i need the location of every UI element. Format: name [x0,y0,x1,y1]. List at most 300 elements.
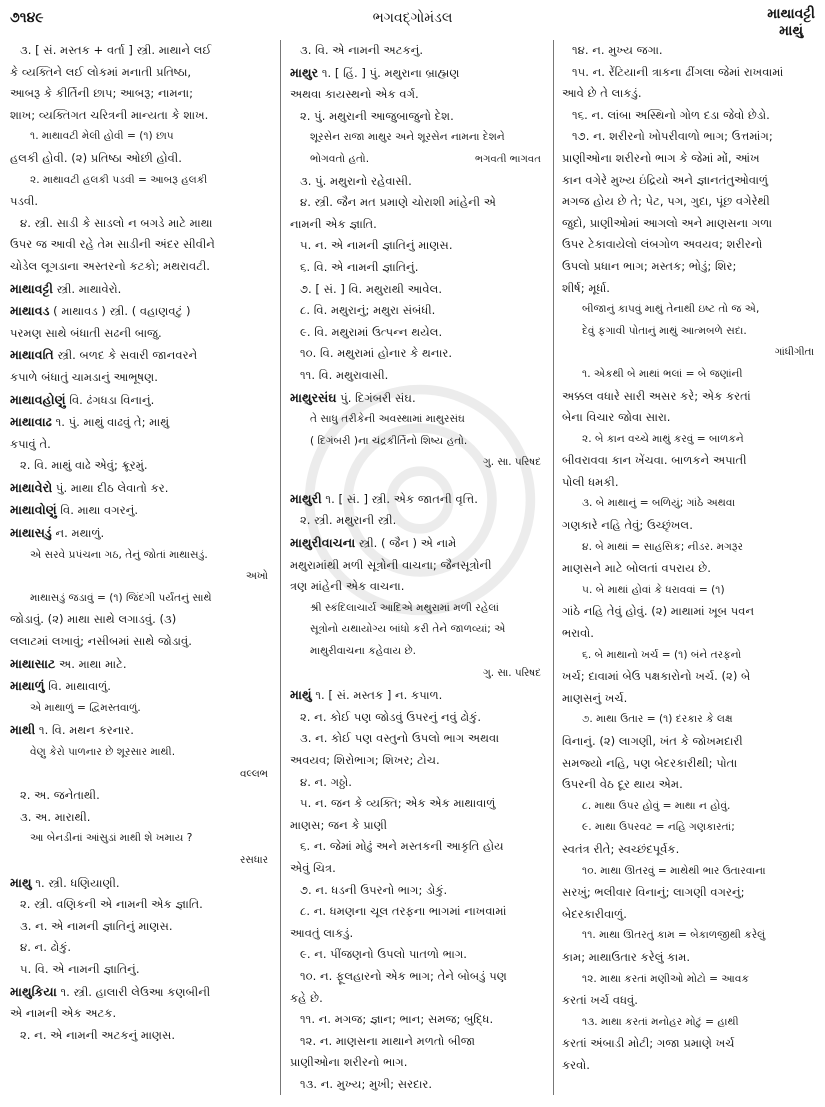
headword: માથાવેરો [10,479,53,495]
line-text: ૪. ન. ઢોકું. [20,940,72,955]
line-text: કામ; માથાઉતાર કરેલું કામ. [562,949,691,964]
definition-line [290,836,545,858]
line-text: આબરૂ કે કીર્તિની છાપ; આબરૂ; નામના; [10,86,194,101]
quote-or-idiom-line [290,409,545,431]
line-text: ૯. વિ. મથુરામાં ઉત્પન્ન થયેલ. [300,324,443,339]
quote-or-idiom-line [562,299,818,321]
definition-line [562,839,818,861]
line-text: ૩. ન. કોઈ પણ વસ્તુનો ઉપલો ભાગ અથવા [300,731,500,746]
definition-line [290,923,545,945]
line-text: બેદરકારીવાળું. [562,906,627,921]
definition-line [290,510,545,532]
definition-line [10,323,272,345]
line-text: અખો [245,570,268,583]
definition-line [290,555,545,577]
line-text: ૩. ન. એ નામની જ્ઞાતિનું માણસ. [20,918,173,933]
line-text: ૨. વિ. માથું વાઢે એવું; ક્રૂરમું. [20,458,148,473]
line-text: ૨. બે કાન વચ્ચે માથું કરવું = બાળકને [582,432,744,445]
line-text: ૮. માથા ઉપર હોવું = માથા ન હોવું. [582,799,731,812]
definition-line [10,234,272,256]
line-text: ઉપરની વેઠ દૂર થાય એમ. [562,777,683,792]
line-text: ખર્ચ; દાવામાં બેઉ પક્ષકારોનો ખર્ચ. (૨) બે [562,669,751,684]
definition-line [562,126,818,148]
definition-line [10,83,272,105]
definition-line [10,959,272,981]
definition-line [290,858,545,880]
quote-or-idiom-line [562,580,818,602]
entry-line [10,719,272,742]
definition-line [290,707,545,729]
line-text: ૭. ન. ધડની ઉપરનો ભાગ; ડોકું. [300,882,448,897]
definition-line [562,947,818,969]
definition-line [290,257,545,279]
line-text: એ સરવે પ્રપંચના ગઠ, તેનું જોતાં માથાસડું. [30,548,208,561]
line-text: કપાવું તે. [10,436,51,451]
line-text: આવતું લાકડું. [290,925,354,940]
headword: માથુર [290,64,319,80]
definition-line [290,40,545,62]
entry-line [290,684,545,707]
quote-or-idiom-line [290,127,545,149]
definition-line [290,214,545,236]
line-text: બીજાનું કાપવું માથું તેનાથી ઇષ્ટ તો જ એ, [582,303,760,316]
entry-line [10,300,272,323]
guide-words [767,6,815,40]
line-text: ૩. બે માથાનું = બળિયું; ગાંઠે અથવા [582,497,736,510]
line-text: શાખ; વ્યક્તિગત ચરિત્રની માન્યતા કે શાખ. [10,107,209,122]
entry-line [10,653,272,676]
guide-word-last: માથું [779,23,804,39]
definition-line [10,40,272,62]
quote-or-idiom-line [10,126,272,148]
definition-line [290,300,545,322]
line-text: ઉપર ટેકાવાયેલો લંબગોળ અવયવ; શરીરનો [562,237,763,252]
line-text: આવે છે તે લાકડું. [562,86,642,101]
entry-line [290,387,545,410]
headword: માથી [10,722,36,738]
definition-line [290,750,545,772]
line-text: ૧૦. વિ. મથુરામાં હોનાર કે થનાર. [300,346,453,361]
line-text: ગાંઠે નહિ તેવું હોવું. (૨) માથામાં ખૂબ પવન [562,604,755,619]
line-text: ચોડેલ લૂગડાના અસ્તરનો કટકો; મથરાવટી. [10,258,210,273]
line-text: ૪. બે માથાં = સાહસિક; નીડર. મગરૂર [582,540,743,553]
column-3 [562,40,818,1077]
line-text: ૩. વિ. એ નામની અટકનું. [300,43,424,57]
line-text: પડવી. [10,194,39,209]
line-text: ૪. સ્ત્રી. જૈન મત પ્રમાણે ચોરાશી માંહેની એ [300,195,496,210]
definition-line [290,84,545,106]
headword: માથુરીવાચના [290,535,356,551]
column-divider [280,40,281,1095]
line-text: ૪. સ્ત્રી. સાડી કે સાડલો ન બગડે માટે માથા [20,215,213,230]
definition-line [290,728,545,750]
line-text: ઉપર જ આવી રહે તેમ સાડીની અંદર સીવીને [10,237,215,252]
definition-line [290,343,545,365]
definition-line [10,62,272,84]
definition-line [290,772,545,794]
definition-line [10,105,272,127]
definition-line [562,731,818,753]
line-text: વિ. ઢંગધડા વિનાનું. [65,392,155,407]
definition-line [562,666,818,688]
line-text: માથુરીવાચના કહેવાય છે. [310,645,417,658]
definition-line [10,191,272,213]
line-text: ભોગવતો હતો. [310,152,370,165]
definition-line [290,235,545,257]
line-text: પોલી ધમકી. [562,474,619,489]
definition-line [290,279,545,301]
definition-line [290,944,545,966]
definition-line [562,601,818,623]
line-text: ૧૧. ન. મગજ; જ્ઞાન; ભાન; સમજ; બુદ્ધિ. [300,1012,494,1027]
line-text: ૯. ન. પીંજણનો ઉપલો પાતળો ભાગ. [300,947,467,962]
headword: માથાસડું [10,525,52,541]
definition-line [562,386,818,408]
definition-line [10,916,272,938]
definition-line [10,1003,272,1025]
definition-line [562,191,818,213]
quote-or-idiom-line [562,537,818,559]
line-text: ૨. માથાવટી હલકી પડવી = આબરૂ હલકી [30,173,208,186]
line-text: સ્ત્રી. બળદ કે સવારી જાનવરને [53,348,198,363]
definition-line [290,1009,545,1031]
line-text: ( દિગંબરી )ના ચંદ્રકીર્તિનો શિષ્ય હતો. [310,434,468,447]
line-text: ૨. ન. કોઈ પણ જોડવું ઉપરનું નવું ઢોકું. [300,709,482,724]
definition-line [10,609,272,631]
line-text: માણસને માટે બોલતાં વપરાય છે. [562,561,711,576]
definition-line [10,785,272,807]
definition-line [562,213,818,235]
headword: માથાવતિ [10,347,54,363]
line-text: પ્રાણીઓના શરીરનો ભાગ. [290,1055,408,1070]
quote-or-idiom-line [10,742,272,764]
line-text: ૬. બે માથાનો ખર્ચ = (૧) બંને તરફનો [582,648,742,661]
line-text: ૧. [ સં. મસ્તક ] ન. કપાળ. [311,688,443,703]
book-title: ભગવદ્ગોમંડલ [372,10,453,26]
quote-or-idiom-line [562,645,818,667]
definition-line [562,40,818,62]
quote-or-idiom-line [290,619,545,641]
quote-or-idiom-line [10,588,272,610]
quote-or-idiom-line [562,1012,818,1034]
line-text: ૧. પું. માથું વાઢવું તે; માથું [51,415,170,430]
line-text: સૂત્રોનો યથાયોગ્ય બાંધો કરી તેને જાળવ્યાં; એ [310,623,506,636]
line-text: હલકી હોવી. (૨) પ્રતિષ્ઠા ઓછી હોવી. [10,150,182,165]
line-text: કરતાં અંબાડી મોટી; ગજા પ્રમાણે ખર્ચ [562,1036,735,1051]
definition-line [10,367,272,389]
line-text: ૭. માથા ઉતાર = (૧) દરકાર કે લક્ષ [582,713,733,726]
line-text: અથવા કાયસ્થનો એક વર્ગ. [290,87,419,102]
line-text: ૨. સ્ત્રી. મથુરાની સ્ત્રી. [300,513,397,528]
entry-line [10,872,272,895]
entry-line [10,344,272,367]
page-header [8,6,817,42]
line-text: ૧. સ્ત્રી. હાલારી લેઉઆ કણબીની [56,984,211,999]
definition-line [290,192,545,214]
headword: માથાવડ [10,303,50,319]
definition-line [562,882,818,904]
definition-line [562,1033,818,1055]
definition-line [562,990,818,1012]
definition-line [562,1055,818,1077]
line-text: ૧૦. ન. ફૂલહારનો એક ભાગ; તેને બોબડું પણ [300,968,507,983]
line-text: મગજ હોય છે તે; પેટ, પગ, ગુદા, પૂંછ વગેરેથી [562,194,770,209]
definition-line [10,455,272,477]
line-text: વલ્લભ [239,767,268,780]
line-text: ૧૪. ન. મુખ્ય જગા. [572,43,663,57]
entry-line [10,278,272,301]
line-text: વિ. માથાવાળું. [44,679,111,694]
headword: માથુ [10,874,32,890]
definition-line [290,1052,545,1074]
line-text: ત્રણ માંહેની એક વાચના. [290,579,405,594]
entry-line [10,389,272,412]
entry-line [10,522,272,545]
definition-line [10,894,272,916]
line-text: ૮. ન. ધમણના ચૂલ તરફના ભાગમાં નાખવામાં [300,904,507,919]
definition-line [562,62,818,84]
line-text: તે સાધુ તરીકેની અવસ્થામાં માથુરસંઘ [310,413,465,426]
line-text: અક્કલ વધારે સારી અસર કરે; એક કરતાં [562,388,751,403]
quote-or-idiom-line [290,149,545,171]
quote-or-idiom-line [10,698,272,720]
line-text: જુદો, પ્રાણીઓમાં આગલો અને માણસના ગળા [562,215,773,230]
quote-or-idiom-line [562,429,818,451]
line-text: ૧. વિ. મથન કરનાર. [35,723,134,738]
citation-source: ભગવતી ભાગવત [474,153,541,165]
citation-source [290,663,545,685]
line-text: ૧૭. ન. શરીરનો ખોપરીવાળો ભાગ; ઉત્તમાંગ; [572,129,773,144]
definition-line [562,515,818,537]
quote-or-idiom-line [562,709,818,731]
definition-line [290,793,545,815]
quote-or-idiom-line [290,641,545,663]
definition-line [562,688,818,710]
line-text: ૨. અ. જનેતાથી. [20,788,100,803]
line-text: સ્ત્રી. માથાવેરો. [53,281,122,296]
definition-line [290,1031,545,1053]
line-text: અવયવ; શિરોભાગ; શિખર; ટોચ. [290,753,440,767]
definition-line [562,753,818,775]
headword: માથાવહોણું [10,391,66,407]
line-text: પું. દિગંબરી સંઘ. [336,390,416,405]
line-text: કરતાં ખર્ચ વધવું. [562,993,638,1008]
line-text: ૫. વિ. એ નામની જ્ઞાતિનું. [20,961,140,976]
line-text: એ નામની એક અટક. [10,1006,117,1021]
line-text: ૧૧. માથા ઊતરતું કામ = બેકાળજીથી કરેલું [582,929,766,942]
line-text: ઉપલો પ્રધાન ભાગ; મસ્તક; ભોડું; શિર; [562,258,737,273]
line-text: ૨. ન. એ નામની અટકનું માણસ. [20,1027,176,1042]
line-text: કપાળે બંધાતું ચામડાનું આભૂષણ. [10,369,158,384]
line-text: સમજ્યો નહિ, પણ બેદરકારીથી; પોતા [562,755,738,770]
line-text: બીવરાવવા કાન ખેંચવા. બાળકને અપાતી [562,453,747,468]
headword: માથુકિયા [10,983,57,999]
definition-line [10,434,272,456]
definition-line [562,83,818,105]
line-text: સરખું; ભલીવાર વિનાનું; લાગણી વગરનું; [562,885,745,900]
headword: માથાવાઢ [10,414,52,430]
quote-or-idiom-line [562,796,818,818]
definition-line [290,106,545,128]
citation-source [10,566,272,588]
definition-line [10,631,272,653]
line-text: ૧. સ્ત્રી. ધણિયાણી. [31,875,120,890]
headword: માથાળું [10,678,45,694]
line-text: ૨. સ્ત્રી. વણિકની એ નામની એક જ્ઞાતિ. [20,897,203,912]
headword: માથુરસંઘ [290,389,337,405]
line-text: ૧૫. ન. રેંટિયાની ત્રાકના ઢીંગલા જેમાં રાખવામાં [572,64,784,79]
line-text: ૩. પું. મથુરાનો રહેવાસી. [300,173,412,188]
definition-line [290,988,545,1010]
line-text: માણસ; જન કે પ્રાણી [290,817,388,832]
line-text: આ બેનડીનાં આંસુડાં માથી શે ખમાય ? [30,832,193,845]
definition-line [562,904,818,926]
line-text: ગણકારે નહિ તેવું; ઉચ્છૃંખલ. [562,518,693,533]
line-text: જોડાવું. (૨) માથા સાથે લગાડવું. (૩) [10,612,177,627]
line-text: શીર્ષ; મૂર્ધા. [562,280,610,295]
line-text: સ્વતંત્ર રીતે; સ્વચ્છંદપૂર્વક. [562,841,680,856]
line-text: ૧. એકથી બે માથાં ભલાં = બે જણાંની [582,367,743,380]
line-text: ૩. અ. મારાથી. [20,809,91,824]
line-text: વિનાનું. (૨) લાગણી, ખંત કે જોખમદારી [562,734,743,748]
entry-line [10,981,272,1004]
definition-line [290,901,545,923]
line-text: ગુ. સા. પરિષદ [483,666,541,679]
line-text: ૧. [ સં. ] સ્ત્રી. એક જાતની વૃત્તિ. [321,491,478,506]
entry-line [10,477,272,500]
entry-line [10,411,272,434]
quote-or-idiom-line [290,598,545,620]
line-text: સ્ત્રી. ( જૈન ) એ નામે [355,536,457,551]
definition-line [562,450,818,472]
quote-or-idiom-line [562,861,818,883]
line-text: દેવું ફગાવી પોતાનું માથું આત્મબળે સદા. [582,324,747,337]
guide-word-first: માથાવટ્ટી [767,6,815,22]
definition-line [10,1025,272,1047]
page-number: ૭૧૪૯ [10,10,44,26]
column-divider [553,40,554,1095]
line-text: કહે છે. [290,990,323,1005]
line-text: મથુરામાંથી મળી સૂત્રોની વાચના; જૈનસૂત્રોની [290,557,492,572]
column-2 [290,40,545,1096]
line-text: ૩. [ સં. મસ્તક + વર્તા ] સ્ત્રી. માથાને લઈ [20,43,212,57]
line-text: શૂરસેન રાજા માથુર અને શૂરસેન નામના દેશને [310,131,505,144]
line-text: રસધાર [240,853,268,866]
definition-line [10,148,272,170]
line-text: ૫. ન. એ નામની જ્ઞાતિનું માણસ. [300,238,453,253]
entry-line [290,488,545,511]
line-text: ૧. [ હિં. ] પું. મથુરાના બ્રાહ્મણ [318,65,460,80]
line-text: કાન વગેરે મુખ્ય ઇંદ્રિયો અને જ્ઞાનતંતુઓવાળું [562,172,768,187]
line-text: ( માથાવડ ) સ્ત્રી. ( વહાણવટું ) [49,304,191,319]
headword: માથું [290,687,312,703]
line-text: ૧. માથાવટી મેલી હોવી = (૧) છાપ [30,130,174,143]
line-text: ૧૧. વિ. મથુરાવાસી. [300,367,389,382]
line-text: ૧૨. ન. માણસના માથાને મળતો બીજા [300,1033,476,1048]
definition-line [562,278,818,300]
line-text: ૨. પું. મથુરાની આજુબાજુનો દેશ. [300,108,454,123]
entry-line [10,675,272,698]
definition-line [562,170,818,192]
definition-line [562,148,818,170]
line-text: પું. માથા દીઠ લેવાતો કર. [52,480,169,495]
entry-line [290,62,545,85]
line-text: ૮. વિ. મથુરાનું; મથુરા સંબંધી. [300,303,436,318]
headword: માથુરી [290,490,322,506]
line-text: ૪. ન. ગઠ્ઠો. [300,774,352,789]
line-text: બેના વિચાર જોવા સારા. [562,410,671,425]
line-text: માણસનું ખર્ચ. [562,690,628,705]
citation-source [290,452,545,474]
definition-line [290,880,545,902]
line-text: પ્રાણીઓના શરીરનો ભાગ કે જેમાં મોં, આંખ [562,150,760,165]
definition-line [562,256,818,278]
headword: માથાવટ્ટી [10,280,53,296]
definition-line [562,774,818,796]
definition-line [562,623,818,645]
definition-line [562,558,818,580]
entry-line [10,499,272,522]
line-text: એવું ચિત્ર. [290,860,336,875]
quote-or-idiom-line [290,431,545,453]
line-text: ૬. ન. જેમાં મોઢું અને મસ્તકની આકૃતિ હોય [300,839,504,854]
line-text: અ. માથા માટે. [55,656,127,671]
definition-line [290,1074,545,1096]
definition-line [10,213,272,235]
entry-line [290,532,545,555]
line-text: એ માથાળું = દ્વિમસ્તવાળું. [30,701,141,714]
line-text: ૭. [ સં. ] વિ. મથુરાથી આવેલ. [300,281,443,296]
quote-or-idiom-line [562,925,818,947]
definition-line [290,966,545,988]
definition-line [290,171,545,193]
line-text: ૧૩. ન. મુખ્ય; મુખી; સરદાર. [300,1076,433,1091]
line-text: ૫. ન. જન કે વ્યક્તિ; એક એક માથાવાળું [300,796,496,811]
line-text: નામની એક જ્ઞાતિ. [290,216,377,231]
quote-or-idiom-line [10,545,272,567]
definition-line [290,322,545,344]
definition-line [290,815,545,837]
definition-line [562,234,818,256]
definition-line [10,807,272,829]
definition-line [562,407,818,429]
quote-or-idiom-line [10,170,272,192]
definition-line [290,365,545,387]
line-text: ભરાવો. [562,626,594,641]
line-text: લલાટમાં લખાવું; નસીબમાં સાથે જોડાવું. [10,634,192,649]
line-text: માથાસડું જડાવું = (૧) જિંદગી પર્યંતનું સાથે [30,591,212,604]
definition-line [290,576,545,598]
line-text: ૫. બે માથાં હોવાં કે ધરાવવાં = (૧) [582,583,725,596]
quote-or-idiom-line [562,364,818,386]
quote-or-idiom-line [562,817,818,839]
definition-line [10,256,272,278]
column-1 [10,40,272,1046]
line-text: ૧૬. ન. લાંબા અસ્થિનો ગોળ દડા જેવો છેડો. [572,107,770,122]
line-text: ગુ. સા. પરિષદ [483,456,541,469]
definition-line [10,937,272,959]
line-text: ન. મથાળું. [51,526,105,541]
quote-or-idiom-line [562,493,818,515]
line-text: પરમણ સાથે બંધાતી સઢની બાજુ. [10,325,162,340]
line-text: શ્રી સ્કંદિલાચાર્ય આદિએ મથુરામાં મળી રહેલાં [310,601,499,614]
quote-or-idiom-line [562,321,818,343]
line-text: ૯. માથા ઉપરવટ = નહિ ગણકારતાં; [582,821,735,834]
line-text: ૧૦. માથા ઊતરવું = માથેથી ભાર ઉતારવાના [582,864,766,877]
citation-source [10,850,272,872]
quote-or-idiom-line [562,969,818,991]
line-text: ગાંધીગીતા [774,346,814,359]
